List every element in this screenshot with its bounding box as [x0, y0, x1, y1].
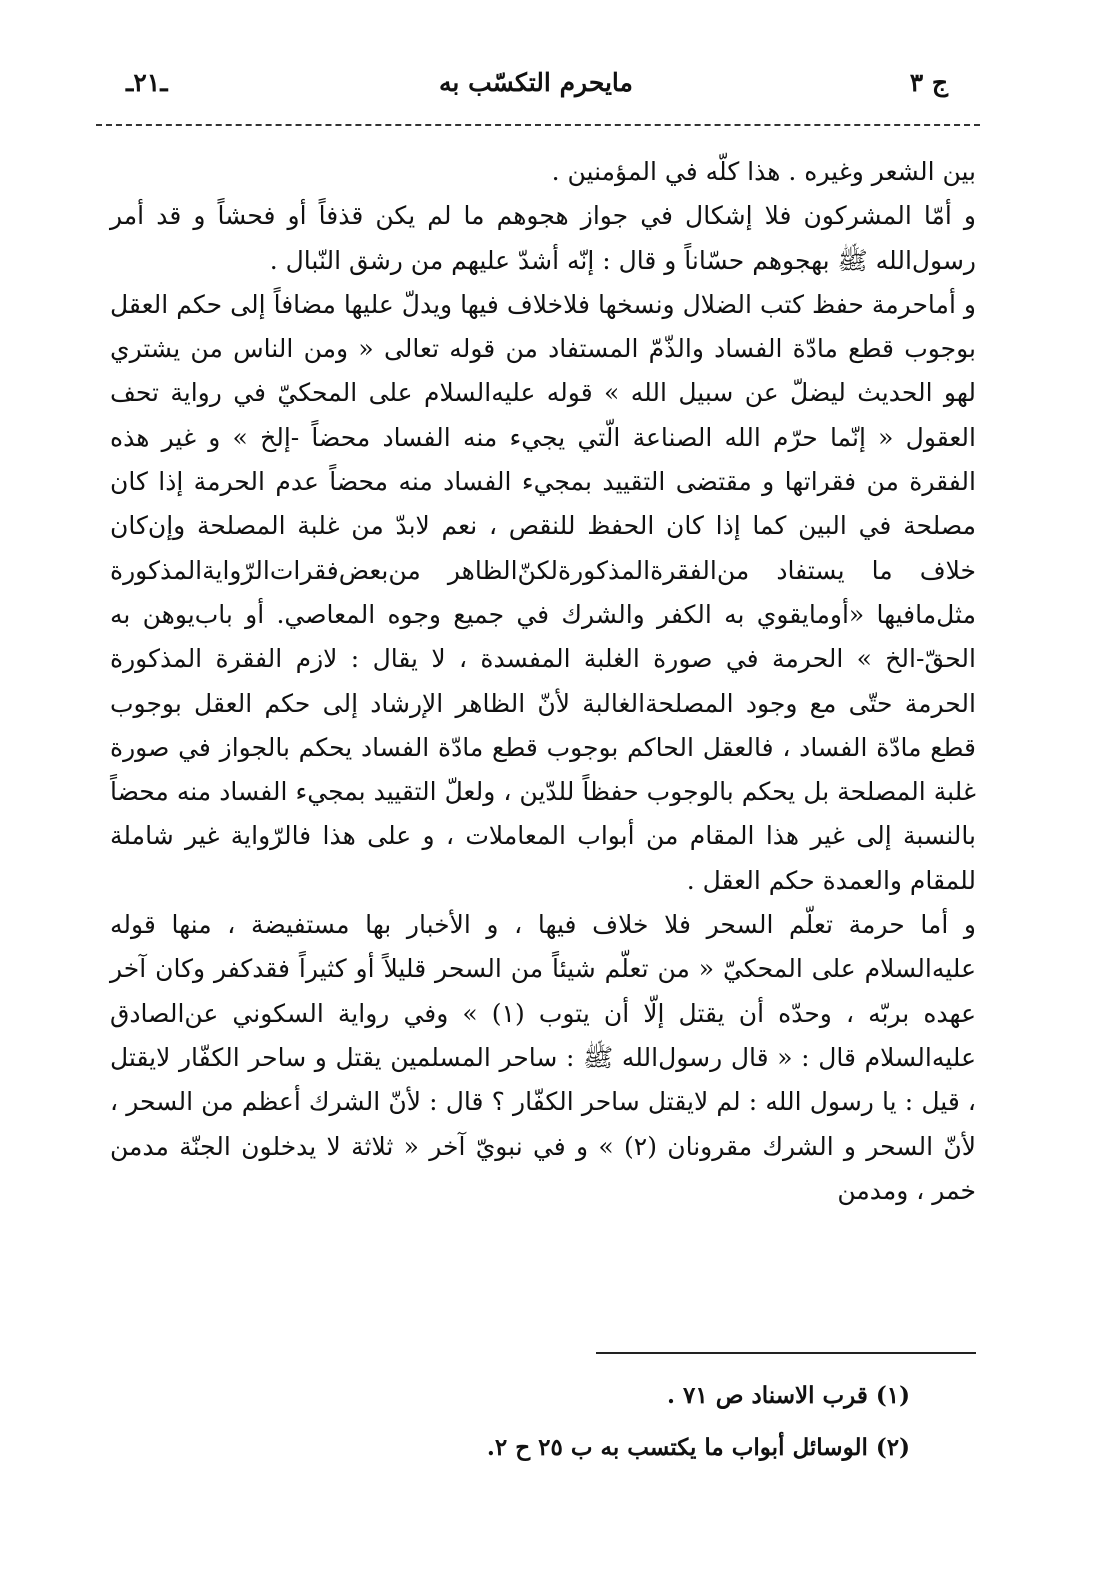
paragraph: و أمّا المشركون فلا إشكال في جواز هجوهم ما لم يكن قذفاً أو فحشاً و قد أمر رسول‌الله ﷺ بهجوهم حسّاناً و قال : إنّه أشدّ عليهم من رشق النّبال .: [110, 201, 976, 275]
running-header: [96, 62, 976, 106]
footnote: (١) قرب الاسناد ص ٧١ .: [666, 1382, 910, 1409]
paragraph: و أماحرمة حفظ كتب الضلال ونسخها فلاخلاف فيها ويدلّ عليها مضافاً إلى حكم العقل بوجوب قطع مادّة الفساد والذّمّ المستفاد من قوله تعالى « ومن الناس من يشتري لهو الحديث ليضلّ عن سبيل الله » قوله عليه‌السلام على المحكيّ في رواية تحف العقول « إنّما حرّم الله الصناعة الّتي يجيء منه الفساد محضاً -إلخ » و غير هذه الفقرة من فقراتها و مقتضى التقييد بمجيء الفساد منه محضاً عدم الحرمة إذا كان مصلحة في البين كما إذا كان الحفظ للنقص ، نعم لابدّ من غلبة المصلحة وإن‌كان خلاف ما يستفاد من‌الفقرةالمذكورةلكنّ‌الظاهر من‌بعض‌فقرات‌الرّواية‌المذكورة مثل‌مافيها «أومايقوي به الكفر والشرك في جميع وجوه المعاصي. أو باب‌يوهن به الحقّ-الخ » الحرمة في صورة الغلبة المفسدة ، لا يقال : لازم الفقرة المذكورة الحرمة حتّى مع وجود المصلحةالغالبة لأنّ الظاهر الإرشاد إلى حكم العقل بوجوب قطع مادّة الفساد ، فالعقل الحاكم بوجوب قطع مادّة الفساد يحكم بالجواز في صورة غلبة المصلحة بل يحكم بالوجوب حفظاً للدّين ، ولعلّ التقييد بمجيء الفساد منه محضاً بالنسبة إلى غير هذا المقام من أبواب المعاملات ، و على هذا فالرّواية غير شاملة للمقام والعمدة حكم العقل .: [110, 289, 976, 895]
chapter-title: مايحرم التكسّب به: [439, 68, 633, 97]
paragraph: و أما حرمة تعلّم السحر فلا خلاف فيها ، و الأخبار بها مستفيضة ، منها قوله عليه‌السلام على المحكيّ « من تعلّم شيئاً من السحر قليلاً أو كثيراً فقدكفر وكان آخر عهده بربّه ، وحدّه أن يقتل إلّا أن يتوب (١) » وفي رواية السكوني عن‌الصادق عليه‌السلام قال : « قال رسول‌الله ﷺ : ساحر المسلمين يقتل و ساحر الكفّار لايقتل ، قيل : يا رسول الله : لم لايقتل ساحر الكفّار ؟ قال : لأنّ الشرك أعظم من السحر ، لأنّ السحر و الشرك مقرونان (٢) » و في نبويّ آخر « ثلاثة لا يدخلون الجنّة مدمن خمر ، ومدمن: [110, 910, 977, 1205]
main-text: [110, 150, 976, 1213]
volume-label: ج ٣: [909, 68, 948, 97]
footnote: (٢) الوسائل أبواب ما يكتسب به ب ٢٥ ح ٢.: [486, 1434, 910, 1461]
page-number: ـ٢١ـ: [126, 68, 168, 97]
header-divider: [96, 124, 980, 126]
footnote-divider: [596, 1352, 976, 1354]
paragraph: بين الشعر وغيره . هذا كلّه في المؤمنين .: [551, 157, 976, 186]
footnotes: [380, 1370, 910, 1474]
